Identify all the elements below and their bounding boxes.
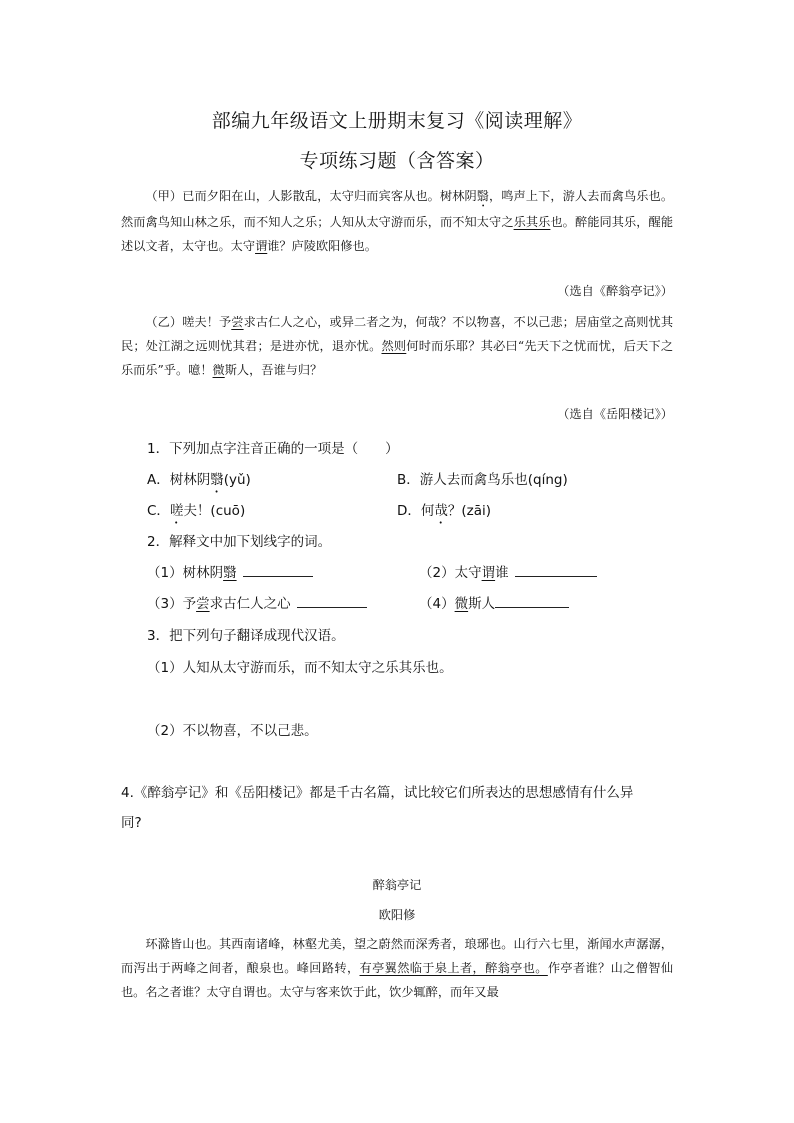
underlined-word: 然则 xyxy=(381,339,407,353)
answer-blank[interactable] xyxy=(515,562,597,577)
source-citation: （选自《岳阳楼记》） xyxy=(557,407,673,421)
passage-b: （乙）嗟夫！予尝求古仁人之心，或异二者之为，何哉？不以物喜，不以己悲；居庙堂之高则忧其民；处江湖之远则忧其君；是进亦忧，退亦忧。然则何时而乐耶？其必曰“先天下之忧而忧，后天下之乐而乐”乎。噫！微斯人，吾谁与归？ xyxy=(121,315,674,377)
document-title: 部编九年级语文上册期末复习《阅读理解》 xyxy=(211,110,583,132)
emphasis-char: 翳 xyxy=(476,189,490,203)
q3-sentence-2: （2）不以物喜，不以己悲。 xyxy=(147,723,318,739)
answer-blank[interactable] xyxy=(495,593,569,608)
appendix-text: 环滁皆山也。其西南诸峰，林壑尤美，望之蔚然而深秀者，琅琊也。山行六七里，渐闻水声潺潺，而泻出于两峰之间者，酿泉也。峰回路转，有亭翼然临于泉上者，醉翁亭也。作亭者谁？山之僧智仙也。名之者谁？太守自谓也。太守与客来饮于此，饮少辄醉，而年又最 xyxy=(121,937,673,999)
underlined-word: 微 xyxy=(212,363,225,377)
question-2-stem: 2．解释文中加下划线字的词。 xyxy=(147,534,332,550)
q2-item-4: （4）微斯人 xyxy=(419,592,569,612)
underlined-word: 尝 xyxy=(231,315,244,329)
q1-option-b[interactable]: B．游人去而禽鸟乐也(qíng) xyxy=(397,472,568,488)
passage-a: （甲）已而夕阳在山，人影散乱，太守归而宾客从也。树林阴翳，鸣声上下，游人去而禽鸟乐也。然而禽鸟知山林之乐，而不知人之乐；人知从太守游而乐，而不知太守之乐其乐也。醉能同其乐，醒能述以文者，太守也。太守谓谁？庐陵欧阳修也。 xyxy=(121,189,674,253)
question-4-line-1: 4.《醉翁亭记》和《岳阳楼记》都是千古名篇，试比较它们所表达的思想感情有什么异 xyxy=(121,785,634,801)
document-subtitle: 专项练习题（含答案） xyxy=(299,150,495,172)
underlined-sentence: 有亭翼然临于泉上者，醉翁亭也。 xyxy=(359,961,548,975)
q1-option-d[interactable]: D．何哉？(zāi) xyxy=(397,503,492,519)
underlined-word: 谓 xyxy=(255,239,268,253)
question-1-stem: 1．下列加点字注音正确的一项是（ ） xyxy=(147,441,399,457)
appendix-title: 醉翁亭记 xyxy=(372,878,422,892)
q3-sentence-1: （1）人知从太守游而乐，而不知太守之乐其乐也。 xyxy=(147,660,453,676)
question-4-line-2: 同? xyxy=(121,815,142,831)
source-citation: （选自《醉翁亭记》） xyxy=(557,284,673,298)
q2-item-3: （3）予尝求古仁人之心 xyxy=(147,592,367,612)
question-3-stem: 3．把下列句子翻译成现代汉语。 xyxy=(147,628,345,644)
answer-blank[interactable] xyxy=(243,562,313,577)
appendix-author: 欧阳修 xyxy=(378,908,416,922)
q2-item-2: （2）太守谓谁 xyxy=(419,561,597,581)
underlined-word: 乐其乐 xyxy=(513,215,551,229)
q1-option-c[interactable]: C．嗟夫！(cuō) xyxy=(147,503,246,519)
answer-blank[interactable] xyxy=(297,593,367,608)
q1-option-a[interactable]: A．树林阴翳(yǔ) xyxy=(147,472,251,488)
q2-item-1: （1）树林阴翳 xyxy=(147,561,313,581)
